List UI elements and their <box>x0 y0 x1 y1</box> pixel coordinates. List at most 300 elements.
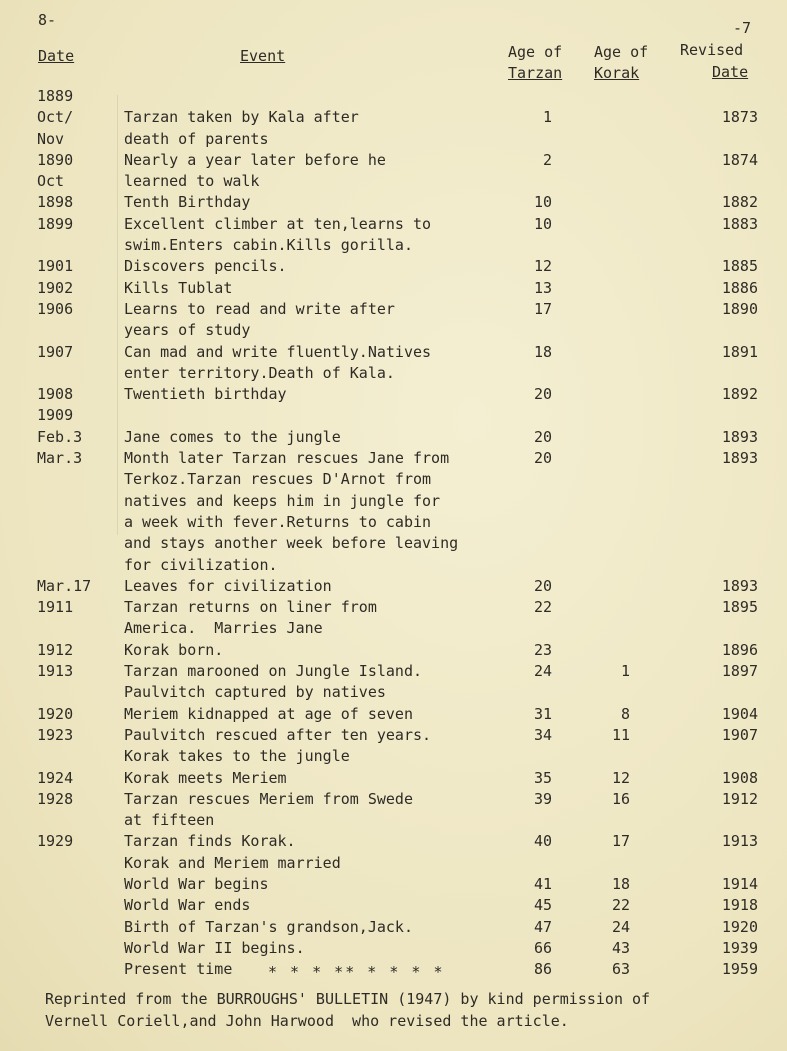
event-cell-line: death of parents <box>124 129 269 148</box>
age-tarzan-cell-line: 10 <box>533 214 552 233</box>
event-cell <box>124 278 524 299</box>
date-cell-line: 1909 <box>37 406 74 425</box>
table-row <box>0 831 787 874</box>
date-cell <box>37 214 117 257</box>
age-korak-cell-line <box>588 235 630 256</box>
date-cell <box>37 831 117 874</box>
age-tarzan-cell-line <box>510 512 552 533</box>
date-cell-line: 1923 <box>37 725 74 744</box>
revised-date-cell-line <box>690 86 758 107</box>
event-cell-line: World War begins <box>124 875 269 893</box>
header-age-korak-line1: Age of <box>594 43 649 61</box>
revised-date-cell-line <box>690 555 758 576</box>
table-row <box>0 917 787 938</box>
revised-date-cell <box>690 789 758 832</box>
date-cell <box>37 640 117 661</box>
revised-date-cell-line: 1904 <box>721 704 758 723</box>
age-korak-cell-line <box>588 448 630 469</box>
age-korak-cell-line <box>588 320 630 341</box>
event-cell-line: Kills Tublat <box>124 278 233 297</box>
credit-line-2: Vernell Coriell,and John Harwood who revised the article. <box>45 1012 569 1030</box>
event-cell-line: Learns to read and write after <box>124 299 395 318</box>
age-tarzan-cell-line: 20 <box>533 576 552 595</box>
date-cell-line: Oct <box>37 172 65 191</box>
revised-date-cell <box>690 576 758 597</box>
age-korak-cell-line <box>588 512 630 533</box>
age-tarzan-cell <box>510 299 552 342</box>
age-korak-cell-line <box>588 363 630 384</box>
age-korak-cell <box>588 384 630 405</box>
table-row <box>0 640 787 661</box>
date-cell-line: 1928 <box>37 789 74 808</box>
date-cell <box>37 86 117 150</box>
event-cell-line: Meriem kidnapped at age of seven <box>124 704 413 723</box>
revised-date-cell-line: 1914 <box>721 875 758 893</box>
date-cell <box>37 938 117 959</box>
age-tarzan-cell <box>510 959 552 980</box>
age-tarzan-cell-line: 12 <box>533 257 552 276</box>
revised-date-cell-line <box>690 853 758 874</box>
event-cell <box>124 405 524 448</box>
age-korak-cell-line <box>588 171 630 192</box>
revised-date-cell-line: 1959 <box>721 960 758 979</box>
revised-date-cell-line: 1891 <box>721 342 758 361</box>
age-tarzan-cell-line: 35 <box>533 768 552 787</box>
age-korak-cell <box>588 86 630 150</box>
age-korak-cell <box>588 640 630 661</box>
date-cell <box>37 342 117 385</box>
date-cell-line: 1902 <box>37 278 74 297</box>
revised-date-cell-line: 1920 <box>721 917 758 936</box>
event-cell-line: Tenth Birthday <box>124 193 251 212</box>
header-revised-line2: Date <box>712 63 749 81</box>
age-tarzan-cell-line: 86 <box>533 960 552 979</box>
age-tarzan-cell <box>510 725 552 768</box>
revised-date-cell-line: 1908 <box>721 768 758 787</box>
event-cell-line: enter territory.Death of Kala. <box>124 363 395 382</box>
date-cell <box>37 405 117 448</box>
revised-date-cell-line <box>690 363 758 384</box>
event-cell-line: learned to walk <box>124 172 260 191</box>
age-tarzan-cell <box>510 938 552 959</box>
revised-date-cell-line: 1912 <box>721 789 758 808</box>
age-korak-cell-line <box>588 427 630 448</box>
date-cell-line <box>37 618 117 639</box>
date-cell-line <box>37 555 117 576</box>
table-row <box>0 597 787 640</box>
event-cell <box>124 597 524 640</box>
age-tarzan-cell <box>510 576 552 597</box>
revised-date-cell-line: 1897 <box>721 662 758 681</box>
revised-date-cell <box>690 938 758 959</box>
date-cell <box>37 959 117 980</box>
age-korak-cell-line: 18 <box>611 875 630 893</box>
age-korak-cell-line <box>588 86 630 107</box>
table-row <box>0 214 787 257</box>
event-cell-line: and stays another week before leaving <box>124 534 459 553</box>
date-cell-line <box>37 853 117 874</box>
age-tarzan-cell <box>510 917 552 938</box>
credit-line-1: Reprinted from the BURROUGHS' BULLETIN (1947) by kind permission of <box>45 990 651 1008</box>
revised-date-cell <box>690 86 758 150</box>
event-cell-line: Terkoz.Tarzan rescues D'Arnot from <box>124 470 432 489</box>
date-cell-line: Mar.17 <box>37 576 92 595</box>
age-korak-cell-line: 8 <box>620 704 630 723</box>
age-tarzan-cell-line <box>510 171 552 192</box>
age-tarzan-cell-line: 18 <box>533 342 552 361</box>
event-cell-line: Nearly a year later before he <box>124 150 386 169</box>
table-row <box>0 874 787 895</box>
timeline-table <box>0 86 787 980</box>
age-korak-cell-line <box>588 342 630 363</box>
date-cell-line: 1920 <box>37 704 74 723</box>
revised-date-cell-line: 1873 <box>721 108 758 127</box>
age-tarzan-cell <box>510 704 552 725</box>
event-cell <box>124 725 524 768</box>
revised-date-cell-line <box>690 682 758 703</box>
age-korak-cell-line: 63 <box>611 960 630 979</box>
revised-date-cell <box>690 278 758 299</box>
age-korak-cell-line <box>588 299 630 320</box>
revised-date-cell <box>690 895 758 916</box>
table-row <box>0 895 787 916</box>
revised-date-cell-line: 1907 <box>721 725 758 744</box>
revised-date-cell <box>690 405 758 448</box>
date-cell-line <box>37 533 117 554</box>
date-cell-line: Oct/ <box>37 108 74 127</box>
event-cell-line: World War II begins. <box>124 938 305 957</box>
age-korak-cell-line <box>588 682 630 703</box>
age-korak-cell <box>588 768 630 789</box>
date-cell-line: Mar.3 <box>37 449 83 468</box>
age-tarzan-cell-line <box>510 405 552 426</box>
revised-date-cell-line: 1939 <box>721 938 758 957</box>
revised-date-cell <box>690 704 758 725</box>
revised-date-cell-line: 1874 <box>721 150 758 169</box>
table-row <box>0 938 787 959</box>
age-korak-cell <box>588 831 630 874</box>
event-cell-line: Can mad and write fluently.Natives <box>124 342 432 361</box>
date-cell-line: 1913 <box>37 662 74 681</box>
date-cell-line <box>37 235 117 256</box>
age-korak-cell <box>588 192 630 213</box>
table-row <box>0 192 787 213</box>
event-cell-line: Tarzan returns on liner from <box>124 598 377 617</box>
age-tarzan-cell <box>510 150 552 193</box>
date-cell <box>37 384 117 405</box>
revised-date-cell-line: 1893 <box>721 427 758 446</box>
age-korak-cell <box>588 278 630 299</box>
age-korak-cell <box>588 895 630 916</box>
age-tarzan-cell-line <box>510 235 552 256</box>
age-korak-cell-line <box>588 491 630 512</box>
age-korak-cell <box>588 874 630 895</box>
revised-date-cell-line <box>690 810 758 831</box>
revised-date-cell-line <box>690 533 758 554</box>
event-cell-line: Discovers pencils. <box>124 257 287 276</box>
event-cell <box>124 768 524 789</box>
age-tarzan-cell <box>510 895 552 916</box>
event-cell-line: years of study <box>124 321 251 340</box>
event-cell-line: World War ends <box>124 896 251 915</box>
revised-date-cell-line: 1890 <box>721 299 758 318</box>
date-cell <box>37 789 117 832</box>
age-tarzan-cell-line: 10 <box>533 193 552 212</box>
age-tarzan-cell <box>510 278 552 299</box>
event-cell-line: Paulvitch rescued after ten years. <box>124 725 432 744</box>
date-cell-line: 1901 <box>37 257 74 276</box>
revised-date-cell <box>690 768 758 789</box>
event-cell <box>124 640 524 661</box>
age-tarzan-cell-line: 23 <box>533 640 552 659</box>
date-cell-line: 1912 <box>37 640 74 659</box>
age-tarzan-cell <box>510 448 552 576</box>
age-korak-cell <box>588 405 630 448</box>
revised-date-cell-line <box>690 171 758 192</box>
event-cell <box>124 576 524 597</box>
age-tarzan-cell-line: 31 <box>533 704 552 723</box>
right-page-number: -7 <box>733 19 752 37</box>
age-tarzan-cell <box>510 640 552 661</box>
age-tarzan-cell-line <box>510 363 552 384</box>
age-tarzan-cell <box>510 831 552 874</box>
age-tarzan-cell-line <box>510 555 552 576</box>
age-tarzan-cell <box>510 86 552 150</box>
age-korak-cell-line <box>588 576 630 597</box>
age-korak-cell-line: 22 <box>611 896 630 915</box>
table-row <box>0 150 787 193</box>
event-cell <box>124 917 524 938</box>
revised-date-cell <box>690 917 758 938</box>
date-cell-line: 1929 <box>37 832 74 851</box>
age-korak-cell-line <box>588 256 630 277</box>
event-cell <box>124 150 524 193</box>
age-tarzan-cell <box>510 768 552 789</box>
age-korak-cell-line <box>588 746 630 767</box>
age-tarzan-cell-line: 40 <box>533 832 552 851</box>
age-korak-cell <box>588 661 630 704</box>
revised-date-cell-line <box>690 129 758 150</box>
age-korak-cell <box>588 299 630 342</box>
table-row <box>0 768 787 789</box>
age-korak-cell <box>588 448 630 576</box>
table-row <box>0 342 787 385</box>
date-cell-line <box>37 917 117 938</box>
age-korak-cell-line: 43 <box>611 938 630 957</box>
age-korak-cell-line <box>588 853 630 874</box>
date-cell <box>37 256 117 277</box>
header-date: Date <box>38 47 75 65</box>
revised-date-cell <box>690 597 758 640</box>
table-row <box>0 661 787 704</box>
date-cell-line: Feb.3 <box>37 427 83 446</box>
age-tarzan-cell-line <box>510 746 552 767</box>
table-row <box>0 299 787 342</box>
revised-date-cell-line <box>690 469 758 490</box>
date-cell-line <box>37 469 117 490</box>
age-korak-cell-line <box>588 192 630 213</box>
revised-date-cell-line <box>690 491 758 512</box>
table-row <box>0 278 787 299</box>
revised-date-cell-line: 1896 <box>721 640 758 659</box>
age-korak-cell-line: 16 <box>611 789 630 808</box>
revised-date-cell-line <box>690 235 758 256</box>
date-cell-line <box>37 682 117 703</box>
age-korak-cell <box>588 725 630 768</box>
age-tarzan-cell-line: 24 <box>533 662 552 681</box>
age-tarzan-cell-line: 13 <box>533 278 552 297</box>
event-cell-line: Tarzan marooned on Jungle Island. <box>124 662 423 681</box>
table-row <box>0 704 787 725</box>
event-cell-line: Twentieth birthday <box>124 385 287 404</box>
age-tarzan-cell-line: 20 <box>533 385 552 404</box>
event-cell <box>124 342 524 385</box>
age-tarzan-cell-line <box>510 533 552 554</box>
age-tarzan-cell-line: 66 <box>533 938 552 957</box>
date-cell-line <box>37 874 117 895</box>
revised-date-cell <box>690 256 758 277</box>
event-cell-line: Leaves for civilization <box>124 576 332 595</box>
age-tarzan-cell-line <box>510 682 552 703</box>
age-korak-cell-line <box>588 214 630 235</box>
date-cell-line: 1899 <box>37 214 74 233</box>
age-tarzan-cell-line: 17 <box>533 299 552 318</box>
date-cell-line <box>37 320 117 341</box>
age-tarzan-cell-line: 2 <box>542 150 552 169</box>
event-cell-line: Present time <box>124 960 233 979</box>
age-korak-cell-line: 17 <box>611 832 630 851</box>
revised-date-cell <box>690 661 758 704</box>
revised-date-cell-line <box>690 618 758 639</box>
event-cell-line <box>124 405 524 426</box>
header-age-korak-line2: Korak <box>594 64 640 82</box>
age-korak-cell <box>588 597 630 640</box>
date-cell <box>37 661 117 704</box>
header-age-tarzan-line2: Tarzan <box>508 64 563 82</box>
revised-date-cell <box>690 959 758 980</box>
date-cell <box>37 299 117 342</box>
age-tarzan-cell-line: 45 <box>533 896 552 915</box>
table-row <box>0 789 787 832</box>
age-tarzan-cell-line <box>510 810 552 831</box>
revised-date-cell <box>690 192 758 213</box>
age-korak-cell-line <box>588 533 630 554</box>
date-cell-line <box>37 746 117 767</box>
event-cell <box>124 704 524 725</box>
table-row <box>0 86 787 150</box>
age-tarzan-cell-line: 34 <box>533 725 552 744</box>
revised-date-cell-line: 1882 <box>721 193 758 212</box>
age-tarzan-cell-line: 47 <box>533 917 552 936</box>
date-cell <box>37 725 117 768</box>
revised-date-cell <box>690 384 758 405</box>
date-cell <box>37 597 117 640</box>
age-tarzan-cell <box>510 384 552 405</box>
age-tarzan-cell-line <box>510 618 552 639</box>
date-cell <box>37 150 117 193</box>
event-cell-line: Paulvitch captured by natives <box>124 683 386 702</box>
age-tarzan-cell <box>510 597 552 640</box>
date-cell-line: 1890 <box>37 150 74 169</box>
date-cell-line: Nov <box>37 129 65 148</box>
date-cell <box>37 576 117 597</box>
age-tarzan-cell-line <box>510 491 552 512</box>
event-cell-line: Korak and Meriem married <box>124 853 341 872</box>
revised-date-cell <box>690 299 758 342</box>
event-cell-line: Korak born. <box>124 640 224 659</box>
event-cell-line: Tarzan rescues Meriem from Swede <box>124 789 413 808</box>
age-korak-cell <box>588 789 630 832</box>
date-cell-line: 1924 <box>37 768 74 787</box>
age-korak-cell <box>588 938 630 959</box>
header-event: Event <box>240 47 286 65</box>
event-cell <box>124 448 524 576</box>
revised-date-cell <box>690 831 758 874</box>
table-row <box>0 725 787 768</box>
left-page-number: 8- <box>38 11 57 29</box>
age-tarzan-cell-line: 20 <box>533 427 552 446</box>
date-cell-line <box>37 938 117 959</box>
header-revised-line1: Revised <box>680 41 744 59</box>
date-cell-line <box>37 363 117 384</box>
event-cell <box>124 661 524 704</box>
table-row <box>0 256 787 277</box>
age-korak-cell-line: 12 <box>611 768 630 787</box>
date-cell-line: 1906 <box>37 299 74 318</box>
date-cell <box>37 874 117 895</box>
event-cell-line: a week with fever.Returns to cabin <box>124 512 432 531</box>
date-cell-line: 1889 <box>37 87 74 105</box>
age-korak-cell-line <box>588 384 630 405</box>
event-cell <box>124 874 524 895</box>
event-cell-line: America. Marries Jane <box>124 619 323 638</box>
date-cell-line <box>37 512 117 533</box>
table-row <box>0 576 787 597</box>
date-cell <box>37 704 117 725</box>
event-cell-line: Korak takes to the jungle <box>124 747 350 766</box>
age-korak-cell-line <box>588 278 630 299</box>
revised-date-cell-line <box>690 746 758 767</box>
age-korak-cell-line <box>588 469 630 490</box>
age-korak-cell <box>588 917 630 938</box>
table-row <box>0 384 787 405</box>
age-korak-cell-line <box>588 150 630 171</box>
event-cell-line: Month later Tarzan rescues Jane from <box>124 449 450 468</box>
age-tarzan-cell-line: 39 <box>533 789 552 808</box>
revised-date-cell <box>690 214 758 257</box>
age-korak-cell-line: 11 <box>611 725 630 744</box>
age-korak-cell-line <box>588 618 630 639</box>
revised-date-cell-line: 1885 <box>721 257 758 276</box>
event-cell-line: natives and keeps him in jungle for <box>124 491 441 510</box>
age-tarzan-cell <box>510 661 552 704</box>
age-tarzan-cell-line <box>510 129 552 150</box>
separator-stars: * * * ** * * * * <box>268 963 445 981</box>
age-tarzan-cell-line <box>510 853 552 874</box>
table-row <box>0 405 787 448</box>
date-cell <box>37 278 117 299</box>
age-korak-cell <box>588 342 630 385</box>
header-age-tarzan-line1: Age of <box>508 43 563 61</box>
age-tarzan-cell-line: 1 <box>542 108 552 127</box>
age-korak-cell <box>588 256 630 277</box>
age-tarzan-cell <box>510 256 552 277</box>
date-cell-line: 1907 <box>37 342 74 361</box>
date-cell <box>37 917 117 938</box>
age-tarzan-cell-line: 41 <box>533 875 552 893</box>
credit-note <box>45 988 650 1032</box>
age-tarzan-cell-line <box>510 86 552 107</box>
